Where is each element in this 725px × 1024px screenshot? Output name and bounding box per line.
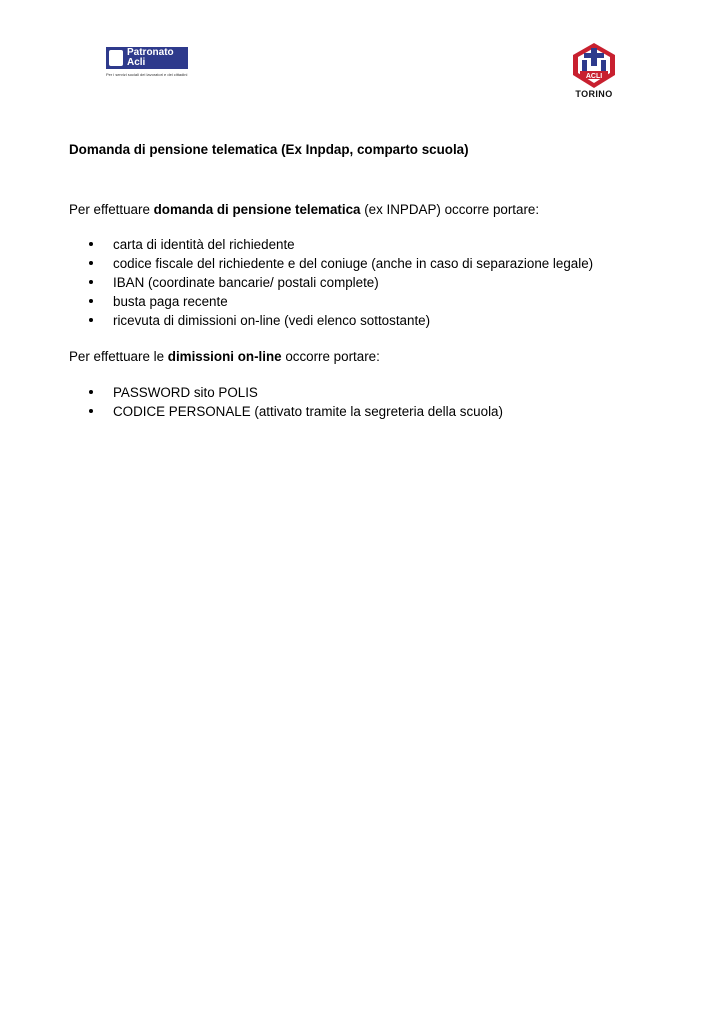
list-item: codice fiscale del richiedente e del coniuge (anche in caso di separazione legale) xyxy=(69,254,593,273)
intro-paragraph-1 xyxy=(69,200,539,219)
logo-line1: Patronato xyxy=(127,47,174,58)
intro2-pre: Per effettuare le xyxy=(69,349,168,364)
list-item: CODICE PERSONALE (attivato tramite la segreteria della scuola) xyxy=(69,402,503,421)
logo-line2: Acli xyxy=(127,57,146,68)
intro2-post: occorre portare: xyxy=(281,349,380,364)
list-item: ricevuta di dimissioni on-line (vedi elenco sottostante) xyxy=(69,311,593,330)
logo-badge xyxy=(106,47,188,69)
shield-text: ACLI xyxy=(585,73,603,80)
acli-torino-logo xyxy=(568,42,620,102)
intro1-pre: Per effettuare xyxy=(69,202,154,217)
logo-city: TORINO xyxy=(575,89,613,99)
document-title: Domanda di pensione telematica (Ex Inpdap, comparto scuola) xyxy=(69,142,469,157)
patronato-acli-logo xyxy=(106,47,190,81)
requirements-list-1 xyxy=(69,235,593,330)
requirements-list-2 xyxy=(69,383,503,421)
list-item: carta di identità del richiedente xyxy=(69,235,593,254)
intro1-post: (ex INPDAP) occorre portare: xyxy=(360,202,540,217)
list-item: PASSWORD sito POLIS xyxy=(69,383,503,402)
intro-paragraph-2 xyxy=(69,347,380,366)
acli-emblem-icon xyxy=(109,50,123,66)
list-item: busta paga recente xyxy=(69,292,593,311)
list-item: IBAN (coordinate bancarie/ postali complete) xyxy=(69,273,593,292)
acli-shield-icon xyxy=(568,42,620,90)
intro2-bold: dimissioni on-line xyxy=(167,349,282,364)
intro1-bold: domanda di pensione telematica xyxy=(153,202,361,217)
logo-tagline: Per i servizi sociali dei lavoratori e dei cittadini xyxy=(106,72,188,77)
